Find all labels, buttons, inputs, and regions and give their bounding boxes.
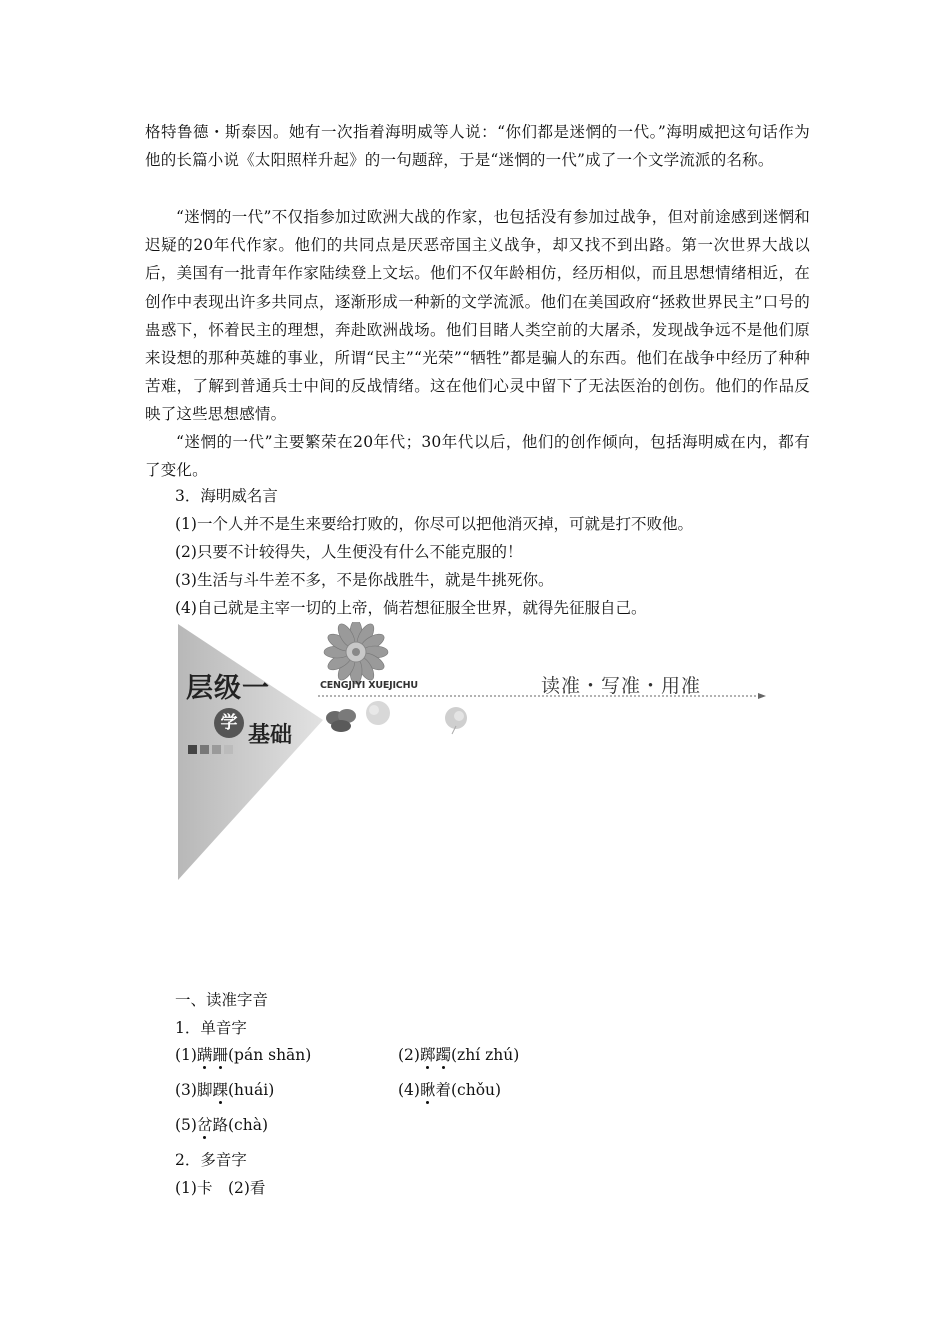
word-item — [398, 1043, 519, 1067]
quote-item: (1)一个人并不是生来要给打败的，你尽可以把他消灭掉，可就是打不败他。 — [175, 515, 693, 533]
plain-char: 路 — [212, 1116, 228, 1134]
dotted-char: 踝 — [212, 1081, 228, 1099]
word-pinyin: (chǒu) — [451, 1081, 502, 1099]
dotted-char: 瞅 — [419, 1081, 436, 1099]
banner-badge: 学 — [214, 708, 244, 738]
word-number: (1) — [175, 1046, 197, 1064]
small-flower-icon — [366, 701, 390, 725]
banner-subtitle: 基础 — [248, 723, 293, 748]
arrow-head — [758, 693, 766, 699]
dotted-char: 蹒 — [196, 1046, 213, 1064]
banner-graphic — [178, 622, 778, 882]
flower-icon — [324, 622, 388, 684]
word-item — [175, 1113, 268, 1137]
section-heading: 一、读准字音 — [175, 991, 269, 1009]
polyphone-list: (1)卡 (2)看 — [175, 1179, 266, 1197]
quotes-heading: 3．海明威名言 — [175, 487, 278, 505]
subsection-heading: 1．单音字 — [175, 1019, 247, 1037]
paragraph-intro-1: 格特鲁德・斯泰因。她有一次指着海明威等人说：“你们都是迷惘的一代。”海明威把这句话作为他的长篇小说《太阳照样升起》的一句题辞，于是“迷惘的一代”成了一个文学流派的名称。 — [145, 123, 810, 170]
plain-char: 着 — [435, 1081, 451, 1099]
banner-title: 层级一 — [186, 673, 270, 704]
word-pinyin: (huái) — [228, 1081, 275, 1099]
banner-slogan: 读准・写准・用准 — [541, 675, 702, 697]
quote-item: (2)只要不计较得失，人生便没有什么不能克服的！ — [175, 543, 523, 561]
section-banner — [178, 622, 778, 882]
word-pinyin: (chà) — [228, 1116, 268, 1134]
dotted-char: 跚 — [212, 1046, 228, 1064]
dotted-char: 踯 — [419, 1046, 436, 1064]
word-item — [175, 1043, 311, 1067]
word-number: (2) — [398, 1046, 420, 1064]
paragraph-intro-2: “迷惘的一代”不仅指参加过欧洲大战的作家，也包括没有参加过战争，但对前途感到迷惘和迟疑的20年代作家。他们的共同点是厌恶帝国主义战争，却又找不到出路。第一次世界大战以后，美国有一批青年作家陆续登上文坛。他们不仅年龄相仿，经历相似，而且思想情绪相近，在创作中表现出许多共同点，逐渐形成一种新的文学流派。他们在美国政府“拯救世界民主”口号的蛊惑下，怀着民主的理想，奔赴欧洲战场。他们目睹人类空前的大屠杀，发现战争远不是他们原来设想的那种英雄的事业，所谓“民主”“光荣”“牺牲”都是骗人的东西。他们在战争中经历了种种苦难，了解到普通兵士中间的反战情绪。这在他们心灵中留下了无法医治的创伤。他们的作品反映了这些思想感情。 — [145, 208, 810, 424]
dotted-char: 岔 — [196, 1116, 213, 1134]
small-flower-icon — [445, 707, 467, 734]
word-number: (4) — [398, 1081, 420, 1099]
word-pinyin: (pán shān) — [228, 1046, 312, 1064]
word-number: (3) — [175, 1081, 197, 1099]
banner-pinyin: CENGJIYI XUEJICHU — [320, 680, 418, 691]
subsection-heading: 2．多音字 — [175, 1151, 247, 1169]
plain-char: 脚 — [196, 1081, 213, 1099]
quote-item: (4)自己就是主宰一切的上帝，倘若想征服全世界，就得先征服自己。 — [175, 599, 647, 617]
quote-item: (3)生活与斗牛差不多，不是你战胜牛，就是牛挑死你。 — [175, 571, 554, 589]
paragraph-intro-3: “迷惘的一代”主要繁荣在20年代；30年代以后，他们的创作倾向，包括海明威在内，都有了变化。 — [145, 433, 810, 480]
word-pinyin: (zhí zhú) — [451, 1046, 520, 1064]
banner-squares — [188, 739, 236, 758]
word-number: (5) — [175, 1116, 197, 1134]
small-flower-icon — [326, 709, 356, 732]
dotted-char: 躅 — [435, 1046, 451, 1064]
word-item — [398, 1078, 501, 1102]
word-item — [175, 1078, 274, 1102]
